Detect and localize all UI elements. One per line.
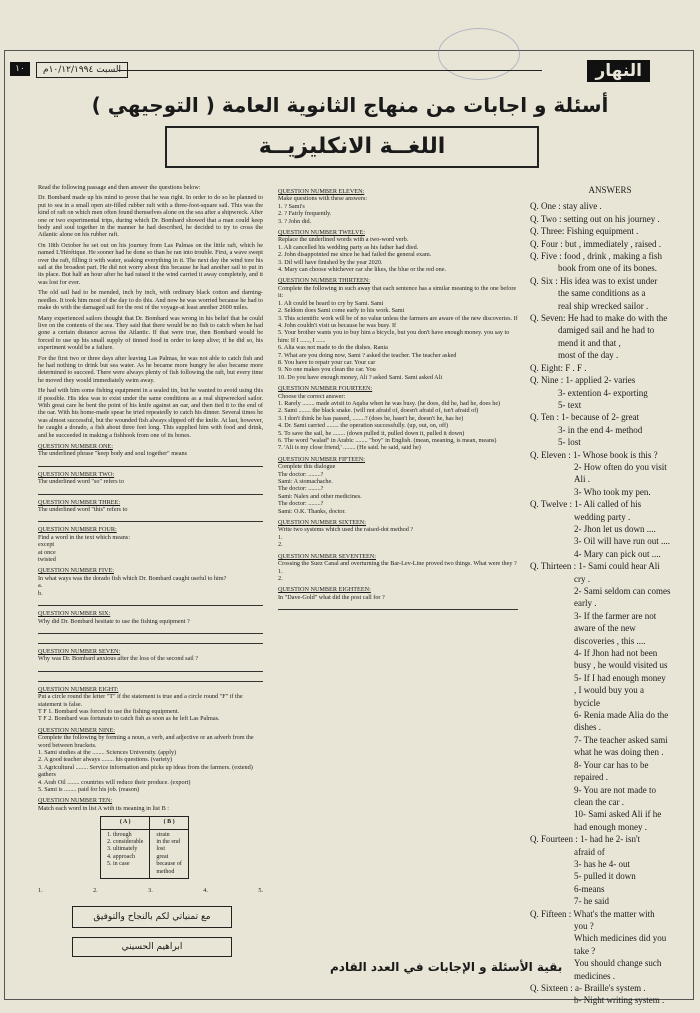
- question-item: 7. What are you doing now, Sami ? asked the teacher. The teacher asked: [278, 351, 457, 359]
- reading-paragraph: On 18th October he set out on his journey from Las Palmas on the little raft, which he named L'Hérétique. He sooner had he done so than he ran into trouble. First, a wave swept over the raft, filling it with water, soaking everything in it. The next day the wind tore his sail at the broadest part. He did not worry about this because he had another sail to put in its place. But half an hour after he had raised it the wind carried it away completely, and it was lost for ever.: [38, 241, 263, 286]
- question-item: 5. Your brother wants you to buy him a bicycle, but you don't have enough money. you say to him: If I ......, I ......: [278, 329, 510, 344]
- reading-paragraph: Many experienced sailors thought that Dr. Bombard was wrong in his belief that he could live on the contents of the sea. They said that there would be no fish to catch when he had gone a certain distance across the Atlantic. If that were true, then Bombard would be forced to use up his small supply of tinned food in order to keep alive; if he did so, his experiment would be a failure.: [38, 314, 263, 352]
- answer-row: 6- Renia made Alia do the: [574, 710, 669, 721]
- question-item: a.: [38, 582, 43, 590]
- match-item-a: 1. through: [107, 831, 132, 838]
- question-heading: QUESTION NUMBER EIGHTEEN:: [278, 586, 371, 594]
- answer-row: discoveries , this ....: [574, 635, 646, 646]
- answer-line: [278, 602, 518, 610]
- question-heading: QUESTION NUMBER FOUR:: [38, 526, 117, 534]
- answer-row: Q. Eleven : 1- Whose book is this ?: [530, 449, 658, 460]
- answers-list: [530, 200, 690, 1006]
- answer-row: repaired .: [574, 772, 608, 783]
- question-text: Why did Dr. Bombard hesitate to use the fishing equipment ?: [38, 617, 190, 625]
- reading-paragraph: Dr. Bombard made up his mind to prove that he was right. In order to do so he planned to put to sea in a small open air-filled rubber raft with a three-foot-square sail. This was the kind of raft on which men often found themselves alone on the sea after a shipwreck. After one or two experimental trips, during which Dr. Bombard showed that a man could keep body and soul together in the manner he had described, he decided to try to cross the Atlantic alone on his rubber raft.: [38, 194, 263, 239]
- match-item-b: great: [156, 853, 169, 860]
- question-item: 3. ? John did.: [278, 217, 312, 225]
- question-item: 2. Sami ........ the black snake. (will not afraid of, doesn't afraid of, isn't afraid of): [278, 407, 479, 415]
- answer-row: real ship wrecked sailor .: [558, 300, 649, 311]
- question-item: 1. Ali could be heard to cry by Sami. Sami: [278, 299, 384, 307]
- question-heading: QUESTION NUMBER FIVE:: [38, 567, 114, 575]
- question-item: 1.: [278, 567, 283, 575]
- answer-row: Q. Thirteen : 1- Sami could hear Ali: [530, 561, 660, 572]
- wish-box: مع تمنياتي لكم بالنجاح والتوفيق: [72, 906, 232, 928]
- answer-row: bycicle: [574, 697, 600, 708]
- newspaper-logo: النهار: [587, 60, 650, 82]
- answer-row: clean the car .: [574, 796, 624, 807]
- question-item: 5. Sami is ........ paid for his job. (reason): [38, 786, 140, 793]
- answer-row: book from one of its bones.: [558, 263, 657, 274]
- match-answer-numbers: [38, 887, 263, 894]
- match-item-a: 2. considerable: [107, 839, 144, 846]
- match-item-b: in the end: [156, 839, 180, 846]
- question-text: Why was Dr. Bombard anxious after the loss of the second sail ?: [38, 655, 198, 663]
- answer-row: early .: [574, 598, 597, 609]
- question-heading: QUESTION NUMBER SIX:: [38, 610, 111, 618]
- answer-row: 3- Oil will have run out ....: [574, 536, 670, 547]
- answer-row: 2- How often do you visit: [574, 461, 667, 472]
- answers-title: ANSWERS: [588, 185, 632, 195]
- answer-row: Q. Five : food , drink , making a fish: [530, 251, 662, 262]
- question-heading: QUESTION NUMBER NINE:: [38, 726, 115, 734]
- match-item-b: lost: [156, 846, 165, 853]
- match-number: 3.: [148, 887, 153, 895]
- answer-row: 5- If I had enough money: [574, 672, 666, 683]
- question-text: Replace the underlined words with a two-word verb.: [278, 236, 409, 244]
- question-text: Crossing the Suez Canal and overturning the Bar-Lev-Line proved two things. What were they ?: [278, 560, 517, 568]
- answer-row: mend it and that ,: [558, 337, 621, 348]
- answer-row: medicines .: [574, 970, 615, 981]
- answer-row: Q. Six : His idea was to exist under: [530, 275, 658, 286]
- answer-line: [38, 626, 263, 634]
- question-item: Sami: O.K. Thanks, doctor.: [278, 507, 346, 515]
- answer-row: Q. Ten : 1- because of 2- great: [530, 412, 640, 423]
- answer-row: take ?: [574, 945, 596, 956]
- answer-row: 3- Who took my pen.: [574, 486, 651, 497]
- question-item: 2.: [278, 541, 283, 549]
- question-heading: QUESTION NUMBER ELEVEN:: [278, 188, 365, 195]
- answer-row: Ali .: [574, 474, 591, 485]
- reading-paragraph: For the first two or three days after leaving Las Palmas, he was not able to catch fish and he had nothing to drink but sea water. As he became more hungry he also became more determined to succeed. There were always plenty of fish following the raft, but every time he moved they would immediately swim away.: [38, 354, 263, 384]
- questions-column: [278, 184, 518, 612]
- match-number: 1.: [38, 887, 43, 895]
- question-item: 6. The word "walad" in Arabic ........ "boy" in English. (mean, meaning, is mean, means): [278, 437, 497, 444]
- question-text: Match each word in list A with its meaning in list B :: [38, 804, 169, 812]
- match-number: 5.: [258, 887, 263, 895]
- answer-row: 9- You are not made to: [574, 784, 656, 795]
- question-heading: QUESTION NUMBER TWO:: [38, 470, 115, 478]
- match-list-b: [150, 829, 189, 878]
- question-item: 10. Do you have enough money, Ali ? asked Sami. Sami asked Ali: [278, 373, 443, 381]
- answer-line: [38, 487, 263, 495]
- answer-line: [38, 598, 263, 606]
- question-item: 1. Sami studies at the ........ Sciences University. (apply): [38, 748, 177, 756]
- answer-row: You should change such: [574, 958, 662, 969]
- reading-paragraph: He had with him some fishing equipment in a sealed tin, but he wanted to avoid using this if possible. His idea was to exist under the same conditions as a real shipwrecked sailor. With great care he bent the point of his knife against an oar, and then tied it to the end of the oar. With his home-made spear he tried repeatedly to catch his dinner. Several times he was almost successful, but the wounded fish always slipped off the knife. At last, however, he caught a dorado, a fish about three feet long. This supplied him with food and drink, and he succeeded in making a fishhook from one of its bones.: [38, 387, 263, 439]
- match-number: 4.: [203, 887, 208, 895]
- reading-passage: [38, 194, 263, 439]
- answer-row: Q. Sixteen : a- Braille's system .: [530, 983, 646, 993]
- question-item: 1. Ali cancelled his wedding party as his father had died.: [278, 243, 419, 251]
- match-item-a: 3. ultimately: [107, 846, 138, 853]
- match-item-a: 5. in case: [107, 861, 130, 868]
- question-item: 7. 'Ali is my close friend,' ........ (He said. he said, said he): [278, 444, 421, 452]
- question-item: The doctor: ........?: [278, 470, 324, 478]
- question-heading: QUESTION NUMBER FIFTEEN:: [278, 455, 365, 463]
- question-item: 2. John disappointed me since he had failed the general exam.: [278, 251, 432, 259]
- answer-row: b- Night writing system .: [574, 995, 665, 1006]
- answer-row: 8- Your car has to be: [574, 759, 649, 770]
- question-item: The doctor: ........?: [278, 500, 324, 508]
- question-item: at once: [38, 548, 56, 556]
- question-text: Complete the following by forming a noun, a verb, and adjective or an adverb from the word between brackets.: [38, 734, 254, 749]
- answer-row: Which medicines did you: [574, 933, 667, 944]
- question-item: 4. Dr. Sami carried ........ the operation successfully. (up, out, on, off): [278, 422, 449, 430]
- questions-list-2: [278, 188, 518, 610]
- question-text: Complete the following in such away that each sentence has a similar meaning to the one before it:: [278, 284, 517, 300]
- question-item: 2. A good teacher always ........ his questions. (variety): [38, 756, 173, 764]
- match-table: [100, 816, 189, 879]
- answer-row: Q. Three: Fishing equipment .: [530, 226, 639, 237]
- question-heading: QUESTION NUMBER TEN:: [38, 797, 113, 805]
- answer-row: wedding party .: [574, 511, 631, 522]
- answer-row: 2- Jhon let us down ....: [574, 523, 656, 534]
- answer-line: [38, 459, 263, 467]
- answer-row: 4- Mary can pick out ....: [574, 548, 661, 559]
- answer-row: Q. Four : but , immediately , raised .: [530, 238, 661, 249]
- question-item: 2. ? Fairly frequently.: [278, 210, 332, 218]
- question-item: 2.: [278, 574, 283, 582]
- question-heading: QUESTION NUMBER THIRTEEN:: [278, 277, 370, 285]
- match-item-a: 4. approach: [107, 853, 135, 860]
- answer-row: had enough money .: [574, 821, 647, 832]
- answer-row: 3- extention 4- exporting: [558, 387, 648, 398]
- answer-row: Q. Eight: F . F .: [530, 362, 587, 373]
- question-text: In what ways was the dorado fish which Dr. Bombard caught useful to him?: [38, 574, 227, 582]
- answer-row: 5- text: [558, 399, 582, 410]
- question-text: Write two systems which used the raised-dot method ?: [278, 526, 414, 534]
- answer-row: , I would buy you a: [574, 685, 644, 696]
- question-heading: QUESTION NUMBER THREE:: [38, 498, 121, 506]
- answer-line: [38, 636, 263, 644]
- answer-row: 7- he said: [574, 896, 609, 907]
- masthead-rule: [118, 70, 542, 71]
- continued-note: بقية الأسئلة و الإجابات في العدد القادم: [330, 960, 563, 974]
- question-heading: QUESTION NUMBER SIXTEEN:: [278, 519, 366, 527]
- question-item: except: [38, 541, 55, 549]
- masthead: [8, 58, 692, 86]
- answer-row: afraid of: [574, 846, 605, 857]
- question-heading: QUESTION NUMBER TWELVE:: [278, 229, 365, 237]
- reading-intro: Read the following passage and then answer the questions below:: [38, 184, 201, 191]
- answer-row: Q. Fifteen : What's the matter with: [530, 908, 655, 919]
- question-item: T F 2. Bombard was fortunate to catch fish as soon as he left Las Palmas.: [38, 715, 220, 723]
- issue-date: السبت ١٠/١٢/١٩٩٤م: [36, 62, 128, 78]
- answer-row: damiged sail and he had to: [558, 325, 655, 336]
- question-heading: QUESTION NUMBER ONE:: [38, 443, 113, 450]
- match-item-b: because of: [156, 861, 182, 868]
- question-item: twisted: [38, 556, 56, 564]
- question-item: Sami: Nalex and other medicines.: [278, 492, 362, 500]
- match-item-b: strain: [156, 831, 170, 838]
- question-text: The underlined word "this" refers to: [38, 506, 128, 514]
- question-text: Make questions with these answers:: [278, 195, 368, 203]
- match-item-b: method: [156, 868, 175, 875]
- question-item: The doctor: ........?: [278, 485, 324, 493]
- answer-row: 3- has he 4- out: [574, 858, 630, 869]
- answer-row: 5- pulled it down: [574, 871, 636, 882]
- question-item: 5. To save the sail, he ........ (down pulled it, pulled down it, pulled it down): [278, 429, 465, 437]
- question-item: 6. Alia was not made to do the dishes. Rania: [278, 344, 388, 352]
- question-item: 1.: [278, 533, 283, 541]
- question-item: 4. Arab Oil ........ countries will reduce their produce. (export): [38, 778, 191, 786]
- answer-row: the same conditions as a: [558, 288, 646, 299]
- question-heading: QUESTION NUMBER SEVEN:: [38, 647, 121, 655]
- answer-row: Q. Twelve : 1- Ali called of his: [530, 499, 642, 510]
- answer-row: Q. One : stay alive .: [530, 201, 602, 212]
- question-text: Put a circle round the letter "T" if the statement is true and a circle round "F" if the statement is false.: [38, 693, 243, 708]
- question-item: 3. Agricultural ........ Service information and picks up ideas from the farmers. (extend) gathers: [38, 763, 253, 779]
- author-name: ابراهيم الحسيني: [72, 937, 232, 957]
- answer-line: [38, 514, 263, 522]
- match-head-a: ( A ): [101, 817, 150, 829]
- question-item: Sami: A stomachache.: [278, 478, 333, 486]
- match-list-a: [101, 829, 150, 878]
- answer-row: 2- Sami seldom can comes: [574, 586, 671, 596]
- question-item: 1. Rarely ........ made avisit to Aqaba when he was busy. (he does, did he, had he, does he): [278, 399, 501, 407]
- answer-row: you ?: [574, 920, 594, 931]
- answer-row: Q. Fourteen : 1- had he 2- isn't: [530, 834, 641, 845]
- answer-row: aware of the new: [574, 623, 636, 634]
- question-item: T F 1. Bombard was forced to use the fishing equipment.: [38, 707, 180, 715]
- answer-row: 7- The teacher asked sami: [574, 734, 668, 745]
- question-item: 2. Seldom does Sami come early to his work. Sami: [278, 307, 405, 315]
- question-heading: QUESTION NUMBER EIGHT:: [38, 685, 119, 693]
- question-text: In "Dave-Gold" what did the post call for ?: [278, 593, 385, 601]
- answer-row: 3- in the end 4- method: [558, 424, 643, 435]
- question-heading: QUESTION NUMBER FOURTEEN:: [278, 385, 373, 393]
- reading-column: [38, 184, 263, 894]
- answer-row: what he was doing then .: [574, 747, 664, 758]
- answer-line: [38, 664, 263, 672]
- answers-column: [530, 184, 690, 1007]
- match-head-b: ( B ): [150, 817, 189, 829]
- question-text: Find a word in the text which means:: [38, 533, 130, 541]
- question-item: 3. This scientific work will be of no value unless the farmers are aware of the new discoveries. If: [278, 314, 518, 322]
- questions-list-1: [38, 443, 263, 812]
- match-number: 2.: [93, 887, 98, 895]
- question-item: 9. No one makes you clean the car. You: [278, 366, 376, 374]
- answer-row: Q. Seven: He had to make do with the: [530, 313, 668, 324]
- answer-row: 3- If the farmer are not: [574, 610, 657, 621]
- question-item: b.: [38, 589, 43, 597]
- subject-title: اللغــة الانكليزيــة: [165, 126, 539, 168]
- page-headline: أسئلة و اجابات من منهاج الثانوية العامة ( التوجيهي ): [91, 93, 609, 117]
- answer-row: busy , he would visited us: [574, 660, 668, 671]
- answer-row: 6-means: [574, 883, 605, 894]
- reading-paragraph: The old sail had to be mended, inch by inch, with ordinary black cotton and darning-needles. It took him most of the day to do this. And now he was worried because he had to make do with the damaged sail for the rest of the voyage-at least another 2600 miles.: [38, 289, 263, 312]
- question-item: 8. You have to repair your car. Your car: [278, 358, 376, 366]
- answer-row: dishes .: [574, 722, 601, 733]
- question-item: 4. John couldn't visit us because he was busy. If: [278, 321, 397, 329]
- answer-row: Q. Nine : 1- applied 2- varies: [530, 375, 636, 386]
- question-text: The underlined phrase "keep body and soul together" means: [38, 450, 188, 458]
- question-text: The underlined word "so" refers to: [38, 478, 124, 486]
- answer-row: cry .: [574, 573, 590, 584]
- answer-line: [38, 674, 263, 682]
- question-heading: QUESTION NUMBER SEVENTEEN:: [278, 552, 376, 560]
- question-text: Complete this dialogue: [278, 463, 336, 471]
- answer-row: 4- If Jhon had not been: [574, 648, 658, 659]
- answer-row: 5- lost: [558, 437, 581, 448]
- question-item: 3. I don't think he has passed, ........? (does he, hasn't he, doesn't he, has he): [278, 414, 464, 422]
- page-number: ١٠: [10, 62, 30, 76]
- question-item: 4. Mary can choose whichever car she likes, the blue or the red one.: [278, 266, 447, 274]
- question-text: Choose the correct answer:: [278, 392, 346, 400]
- answer-row: Q. Two : setting out on his journey .: [530, 213, 660, 224]
- question-item: 1. ? Sami's: [278, 202, 305, 210]
- answer-row: 10- Sami asked Ali if he: [574, 809, 662, 820]
- question-item: 3. Dil will have finished by the year 2020.: [278, 258, 383, 266]
- answer-row: most of the day .: [558, 350, 619, 361]
